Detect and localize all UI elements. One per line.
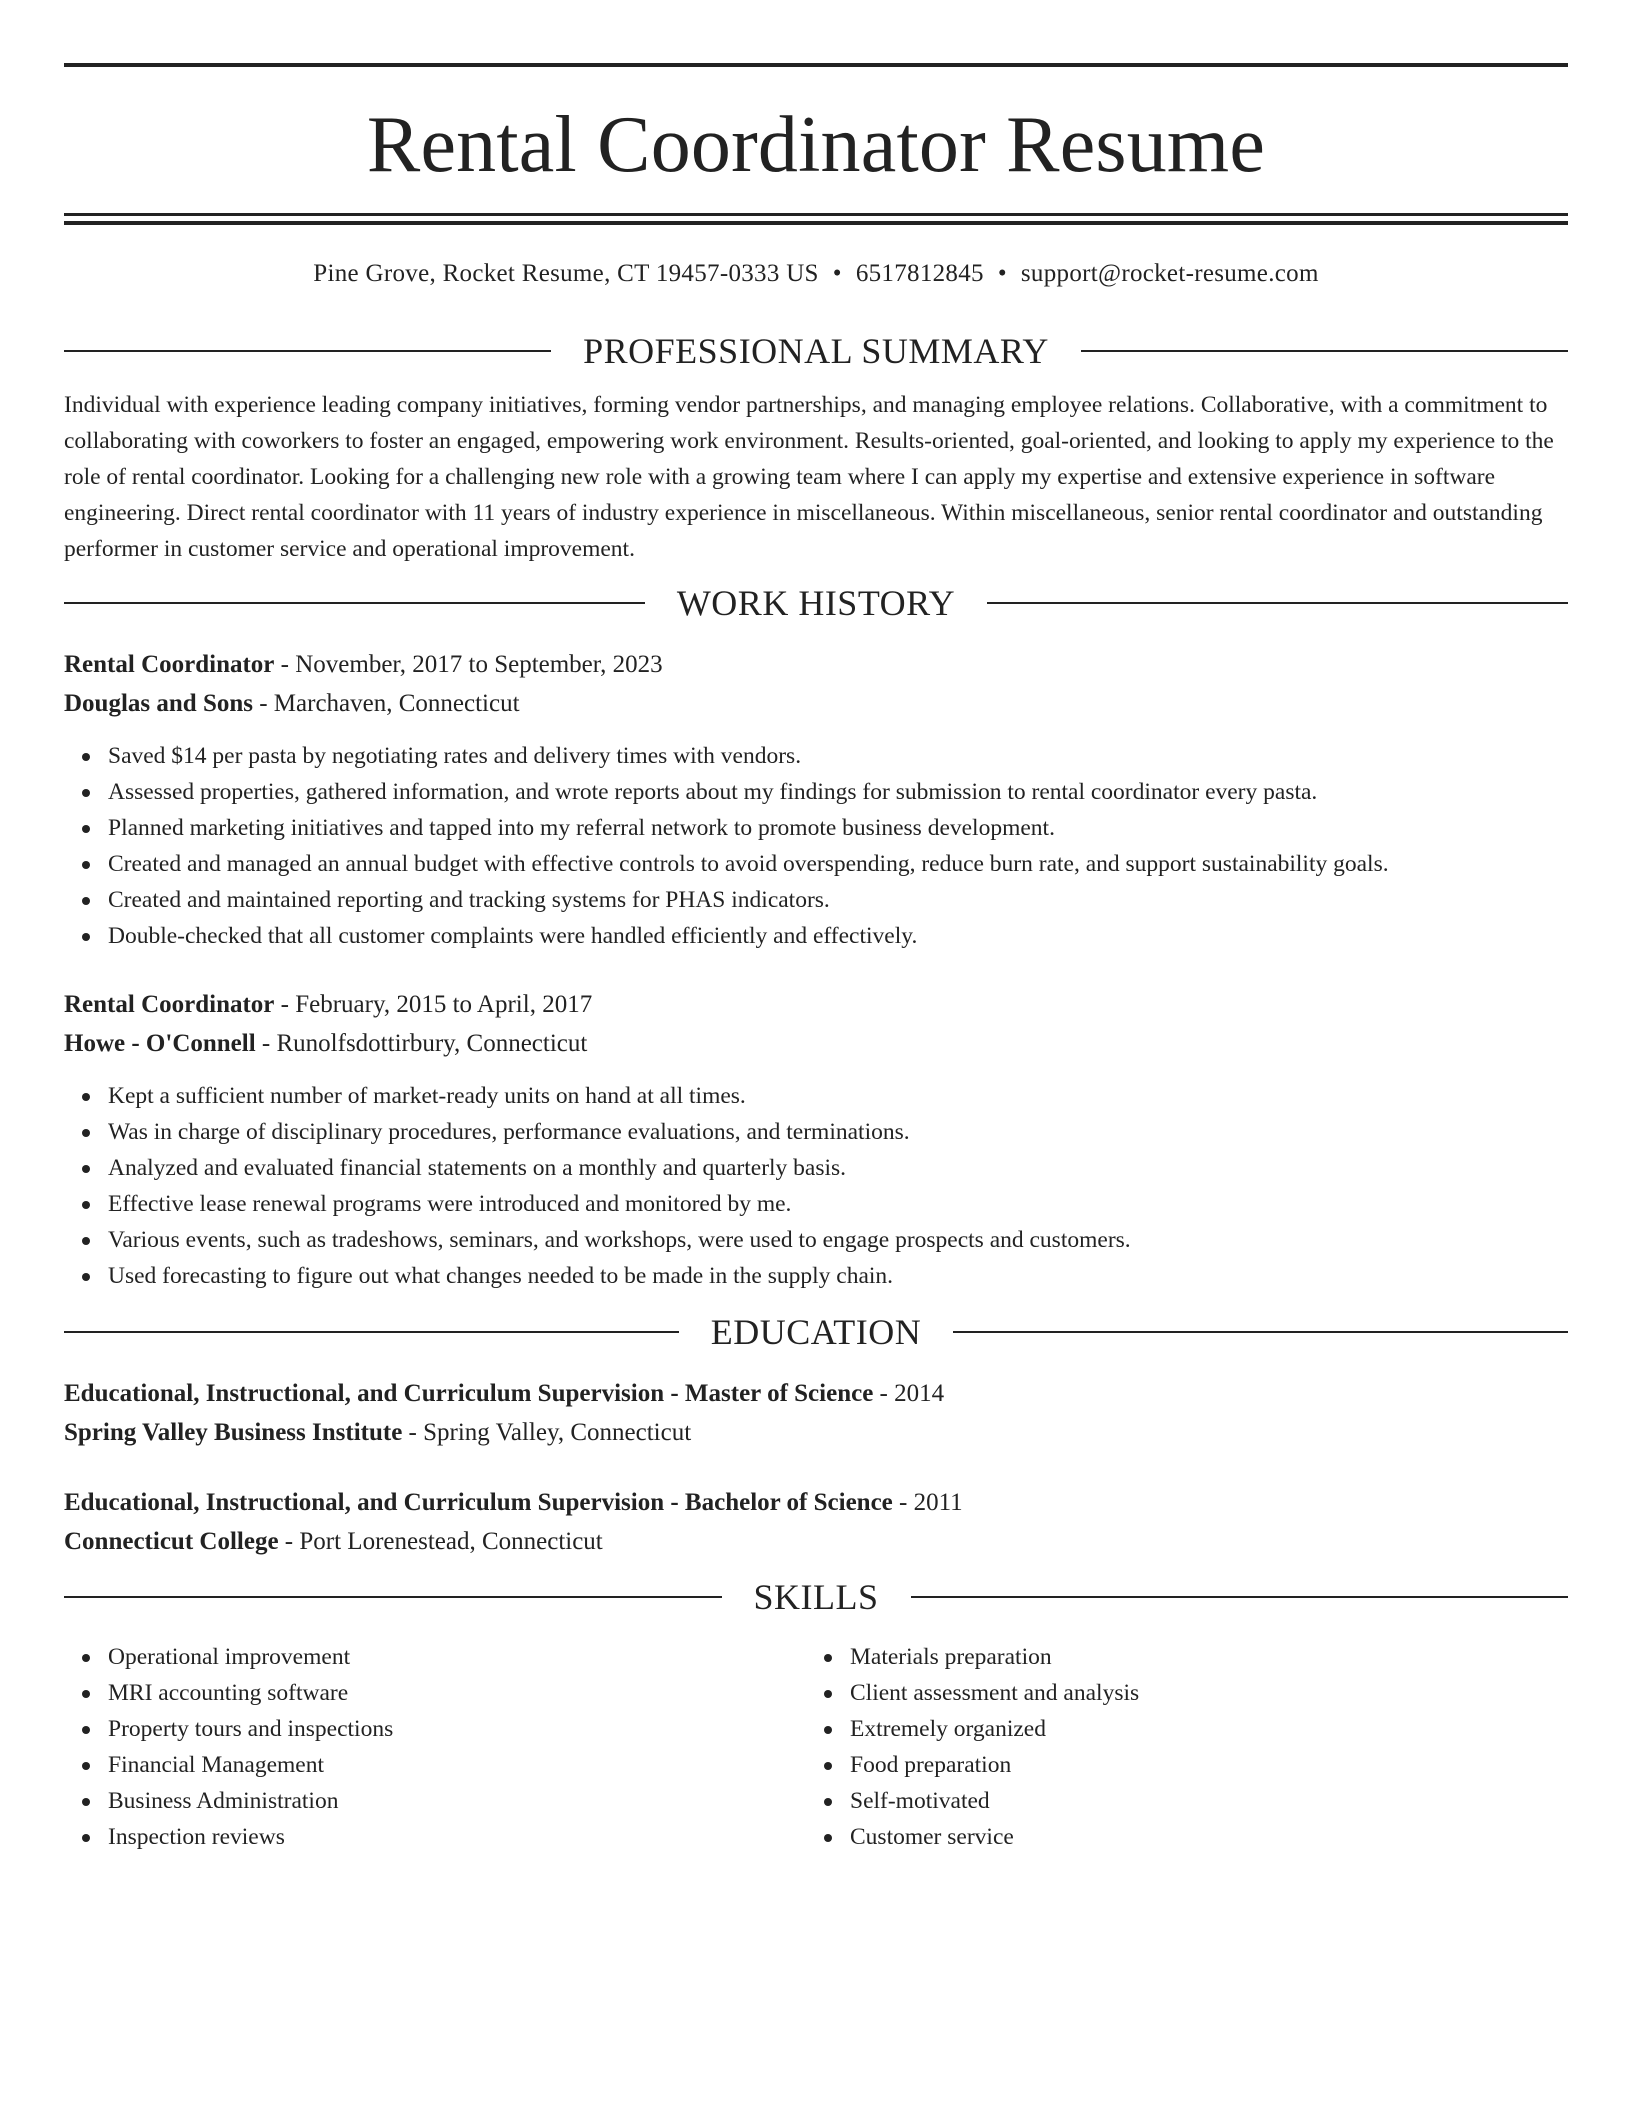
contact-separator: • bbox=[832, 260, 842, 287]
list-item: Various events, such as tradeshows, seminars, and workshops, were used to engage prospects and customers. bbox=[64, 1222, 1568, 1258]
section-title: PROFESSIONAL SUMMARY bbox=[583, 331, 1049, 371]
job-company-line bbox=[64, 1024, 1568, 1063]
list-item: Extremely organized bbox=[806, 1711, 1548, 1747]
skills-list-left bbox=[64, 1639, 806, 1855]
job-title: Rental Coordinator bbox=[64, 991, 275, 1018]
list-item: Double-checked that all customer complaints were handled efficiently and effectively. bbox=[64, 918, 1568, 954]
skills-list-right bbox=[806, 1639, 1548, 1855]
degree-name: Educational, Instructional, and Curriculum Supervision - Bachelor of Science bbox=[64, 1489, 893, 1516]
heading-rule bbox=[953, 1331, 1568, 1333]
list-item: Financial Management bbox=[64, 1747, 806, 1783]
contact-phone: 6517812845 bbox=[855, 260, 984, 287]
list-item: Inspection reviews bbox=[64, 1819, 806, 1855]
heading-rule bbox=[64, 1331, 679, 1333]
education-entry bbox=[64, 1483, 1568, 1561]
list-item: Created and maintained reporting and tracking systems for PHAS indicators. bbox=[64, 882, 1568, 918]
section-heading-work-history bbox=[64, 583, 1568, 623]
degree-year: - 2011 bbox=[892, 1489, 963, 1516]
list-item: Analyzed and evaluated financial statements on a monthly and quarterly basis. bbox=[64, 1150, 1568, 1186]
list-item: Food preparation bbox=[806, 1747, 1548, 1783]
list-item: Materials preparation bbox=[806, 1639, 1548, 1675]
job-title-line bbox=[64, 645, 1568, 684]
section-title: WORK HISTORY bbox=[676, 583, 956, 623]
title-double-rule bbox=[64, 213, 1568, 225]
summary-paragraph: Individual with experience leading company initiatives, forming vendor partnerships, and managing employee relations. Collaborative, with a commitment to collaborating with coworkers to foster an engaged, empowering work environment. Results-oriented, goal-oriented, and looking to apply my experience to the role of rental coordinator. Looking for a challenging new role with a growing team where I can apply my expertise and extensive experience in software engineering. Direct rental coordinator with 11 years of industry experience in miscellaneous. Within miscellaneous, senior rental coordinator and outstanding performer in customer service and operational improvement. bbox=[64, 392, 1554, 562]
heading-rule bbox=[64, 1596, 722, 1598]
section-title: SKILLS bbox=[753, 1577, 879, 1617]
job-location: - Runolfsdottirbury, Connecticut bbox=[255, 1030, 588, 1057]
heading-rule bbox=[64, 602, 645, 604]
school-name: Spring Valley Business Institute bbox=[64, 1419, 403, 1446]
job-company-line bbox=[64, 684, 1568, 723]
job-entry bbox=[64, 985, 1568, 1294]
section-heading-education bbox=[64, 1312, 1568, 1352]
degree-name: Educational, Instructional, and Curriculum Supervision - Master of Science bbox=[64, 1380, 874, 1407]
job-bullet-list bbox=[64, 738, 1568, 954]
list-item: Property tours and inspections bbox=[64, 1711, 806, 1747]
section-heading-summary bbox=[64, 331, 1568, 371]
degree-line bbox=[64, 1483, 1568, 1522]
section-title: EDUCATION bbox=[710, 1312, 922, 1352]
contact-email: support@rocket-resume.com bbox=[1020, 260, 1319, 287]
list-item: Was in charge of disciplinary procedures, performance evaluations, and terminations. bbox=[64, 1114, 1568, 1150]
degree-year: - 2014 bbox=[873, 1380, 945, 1407]
list-item: Self-motivated bbox=[806, 1783, 1548, 1819]
list-item: Customer service bbox=[806, 1819, 1548, 1855]
contact-address: Pine Grove, Rocket Resume, CT 19457-0333 US bbox=[313, 260, 819, 287]
job-location: - Marchaven, Connecticut bbox=[252, 690, 520, 717]
contact-line bbox=[64, 259, 1568, 289]
list-item: Client assessment and analysis bbox=[806, 1675, 1548, 1711]
degree-line bbox=[64, 1374, 1568, 1413]
job-bullet-list bbox=[64, 1078, 1568, 1294]
list-item: Effective lease renewal programs were introduced and monitored by me. bbox=[64, 1186, 1568, 1222]
school-line bbox=[64, 1413, 1568, 1452]
job-company: Howe - O'Connell bbox=[64, 1030, 256, 1057]
heading-rule bbox=[911, 1596, 1569, 1598]
list-item: Saved $14 per pasta by negotiating rates and delivery times with vendors. bbox=[64, 738, 1568, 774]
job-title: Rental Coordinator bbox=[64, 651, 275, 678]
contact-separator: • bbox=[997, 260, 1007, 287]
list-item: Assessed properties, gathered information, and wrote reports about my findings for submission to rental coordinator every pasta. bbox=[64, 774, 1568, 810]
section-heading-skills bbox=[64, 1577, 1568, 1617]
job-entry bbox=[64, 645, 1568, 954]
list-item: MRI accounting software bbox=[64, 1675, 806, 1711]
heading-rule bbox=[1081, 350, 1568, 352]
heading-rule bbox=[987, 602, 1568, 604]
list-item: Kept a sufficient number of market-ready units on hand at all times. bbox=[64, 1078, 1568, 1114]
skills-columns bbox=[64, 1639, 1568, 1855]
school-location: - Port Lorenestead, Connecticut bbox=[278, 1528, 603, 1555]
resume-title: Rental Coordinator Resume bbox=[366, 101, 1266, 189]
heading-rule bbox=[64, 350, 551, 352]
top-rule bbox=[64, 63, 1568, 67]
list-item: Created and managed an annual budget with effective controls to avoid overspending, reduce burn rate, and support sustainability goals. bbox=[64, 846, 1568, 882]
job-dates: - November, 2017 to September, 2023 bbox=[274, 651, 663, 678]
school-line bbox=[64, 1522, 1568, 1561]
education-entry bbox=[64, 1374, 1568, 1452]
list-item: Planned marketing initiatives and tapped into my referral network to promote business development. bbox=[64, 810, 1568, 846]
resume-page bbox=[64, 63, 1568, 1855]
school-location: - Spring Valley, Connecticut bbox=[402, 1419, 692, 1446]
school-name: Connecticut College bbox=[64, 1528, 279, 1555]
job-dates: - February, 2015 to April, 2017 bbox=[274, 991, 593, 1018]
job-company: Douglas and Sons bbox=[64, 690, 253, 717]
list-item: Used forecasting to figure out what changes needed to be made in the supply chain. bbox=[64, 1258, 1568, 1294]
list-item: Operational improvement bbox=[64, 1639, 806, 1675]
job-title-line bbox=[64, 985, 1568, 1024]
list-item: Business Administration bbox=[64, 1783, 806, 1819]
